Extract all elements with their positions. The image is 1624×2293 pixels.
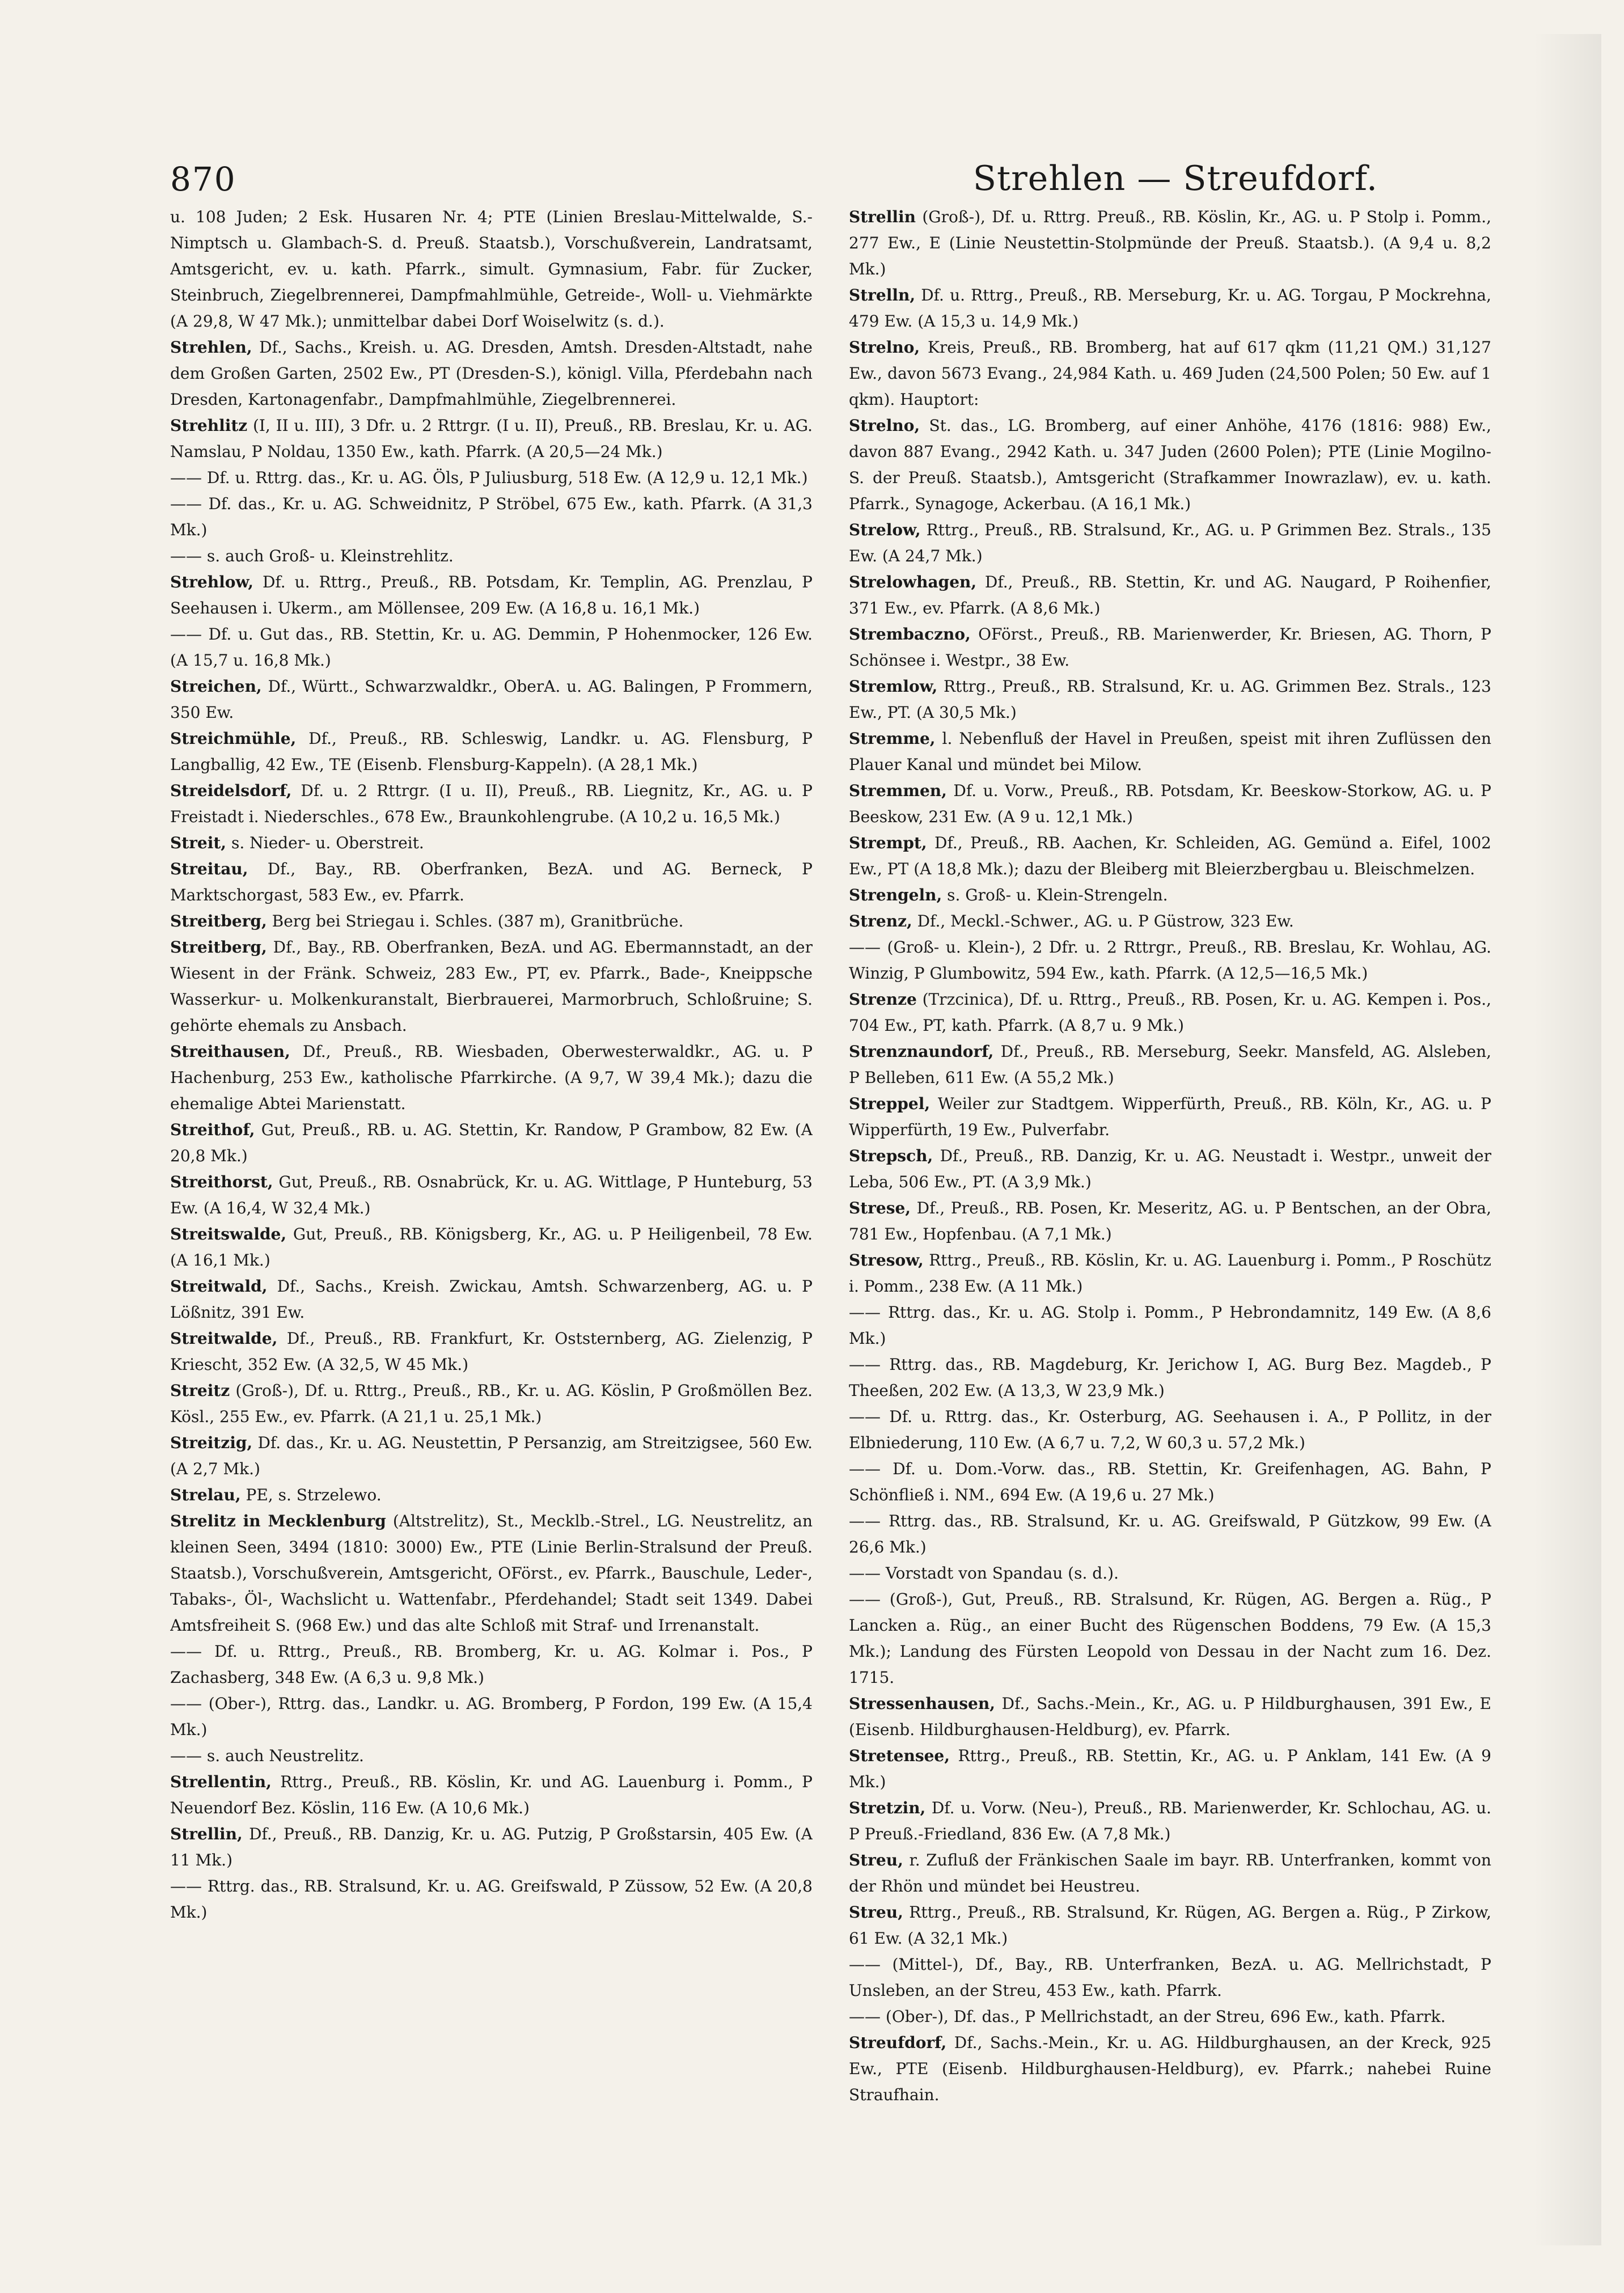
dictionary-entry — [170, 856, 813, 908]
dictionary-entry — [170, 1039, 813, 1117]
entry-headword: Streufdorf, — [849, 2033, 947, 2052]
dictionary-entry — [849, 1195, 1491, 1247]
dictionary-entry — [170, 413, 813, 465]
entry-headword: Streitberg, — [170, 912, 267, 930]
entry-text: Df. das., Kr. u. AG. Neustettin, P Persanzig, am Streitzigsee, 560 Ew. (A 2,7 Mk.) — [170, 1433, 813, 1478]
entry-headword: Strelowhagen, — [849, 573, 977, 591]
dictionary-entry — [170, 335, 813, 413]
dictionary-entry — [849, 413, 1491, 517]
entry-text: (Groß-), Df. u. Rttrg. Preuß., RB. Köslin, Kr., AG. u. P Stolp i. Pomm., 277 Ew., E (Linie Neustettin-Stolpmünde der Preuß. Staatsb.). (A 9,4 u. 8,2 Mk.) — [849, 208, 1491, 278]
dictionary-entry — [849, 2030, 1491, 2108]
entry-headword: Streitau, — [170, 860, 248, 878]
entry-headword: Streitzig, — [170, 1433, 253, 1452]
left-column — [170, 204, 813, 2143]
dictionary-entry — [170, 674, 813, 726]
entry-text: —— Rttrg. das., RB. Stralsund, Kr. u. AG. Greifswald, P Züssow, 52 Ew. (A 20,8 Mk.) — [170, 1877, 813, 1922]
entry-text: Rttrg., Preuß., RB. Stralsund, Kr. u. AG. Grimmen Bez. Strals., 123 Ew., PT. (A 30,5 Mk.) — [849, 677, 1491, 722]
entry-text: Df. u. Rttrg., Preuß., RB. Potsdam, Kr. Templin, AG. Prenzlau, P Seehausen i. Ukerm., am Möllensee, 209 Ew. (A 16,8 u. 16,1 Mk.) — [170, 573, 813, 617]
dictionary-entry — [170, 1639, 813, 1691]
entry-text: Df., Preuß., RB. Aachen, Kr. Schleiden, AG. Gemünd a. Eifel, 1002 Ew., PT (A 18,8 Mk.); dazu der Bleiberg mit Bleierzbergbau u. Bleischmelzen. — [849, 834, 1491, 878]
entry-headword: Strehlen, — [170, 338, 252, 357]
dictionary-entry — [849, 1508, 1491, 1560]
entry-headword: Strellin — [849, 208, 916, 226]
dictionary-entry — [849, 517, 1491, 569]
dictionary-entry — [849, 1143, 1491, 1195]
dictionary-entry — [849, 1691, 1491, 1743]
dictionary-entry — [849, 830, 1491, 882]
entry-text: —— Df. u. Rttrg. das., Kr. u. AG. Öls, P Juliusburg, 518 Ew. (A 12,9 u. 12,1 Mk.) — [170, 468, 808, 487]
entry-text: —— (Groß-), Gut, Preuß., RB. Stralsund, Kr. Rügen, AG. Bergen a. Rüg., P Lancken a. Rüg., an einer Bucht des Rügenschen Boddens, 79 Ew. (A 15,3 Mk.); Landung des Fürsten Leopold von Dessau in der Nacht zum 16. Dez. 1715. — [849, 1590, 1491, 1687]
running-head: Strehlen — Streufdorf. — [972, 159, 1378, 198]
dictionary-entry — [849, 204, 1491, 282]
dictionary-entry — [849, 1456, 1491, 1508]
entry-headword: Streidelsdorf, — [170, 781, 292, 800]
entry-text: Df., Württ., Schwarzwaldkr., OberA. u. AG. Balingen, P Frommern, 350 Ew. — [170, 677, 813, 722]
entry-text: Df., Sachs., Kreish. Zwickau, Amtsh. Schwarzenberg, AG. u. P Lößnitz, 391 Ew. — [170, 1277, 813, 1322]
dictionary-entry — [849, 778, 1491, 830]
entry-headword: Streithorst, — [170, 1173, 273, 1191]
entry-text: —— Vorstadt von Spandau (s. d.). — [849, 1564, 1119, 1583]
entry-text: Df., Preuß., RB. Stettin, Kr. und AG. Naugard, P Roihenfier, 371 Ew., ev. Pfarrk. (A 8,6 Mk.) — [849, 573, 1491, 617]
entry-headword: Strenznaundorf, — [849, 1042, 994, 1061]
entry-headword: Stresow, — [849, 1251, 924, 1270]
entry-headword: Streithausen, — [170, 1042, 290, 1061]
dictionary-entry — [170, 465, 813, 491]
entry-headword: Stretzin, — [849, 1799, 926, 1817]
entry-headword: Strehlitz — [170, 416, 248, 435]
entry-headword: Strenz, — [849, 912, 912, 930]
entry-text: (Trzcinica), Df. u. Rttrg., Preuß., RB. Posen, Kr. u. AG. Kempen i. Pos., 704 Ew., PT, kath. Pfarrk. (A 8,7 u. 9 Mk.) — [849, 990, 1491, 1035]
entry-text: —— Df. u. Gut das., RB. Stettin, Kr. u. AG. Demmin, P Hohenmocker, 126 Ew. (A 15,7 u. 16,8 Mk.) — [170, 625, 813, 670]
entry-text: —— (Ober-), Df. das., P Mellrichstadt, an der Streu, 696 Ew., kath. Pfarrk. — [849, 2007, 1446, 2026]
entry-text: Df. u. Vorw., Preuß., RB. Potsdam, Kr. Beeskow-Storkow, AG. u. P Beeskow, 231 Ew. (A 9 u. 12,1 Mk.) — [849, 781, 1491, 826]
entry-text: Rttrg., Preuß., RB. Köslin, Kr. u. AG. Lauenburg i. Pomm., P Roschütz i. Pomm., 238 Ew. (A 11 Mk.) — [849, 1251, 1491, 1296]
dictionary-entry — [849, 987, 1491, 1039]
dictionary-entry — [849, 335, 1491, 413]
entry-headword: Strehlow, — [170, 573, 253, 591]
dictionary-entry — [170, 726, 813, 778]
dictionary-entry — [849, 2004, 1491, 2030]
dictionary-entry — [849, 1847, 1491, 1899]
page-header — [170, 136, 1491, 198]
entry-headword: Streithof, — [170, 1120, 255, 1139]
dictionary-entry — [849, 1300, 1491, 1352]
entry-headword: Strepsch, — [849, 1146, 933, 1165]
entry-text: Df. u. Vorw. (Neu-), Preuß., RB. Marienwerder, Kr. Schlochau, AG. u. P Preuß.-Friedland, 836 Ew. (A 7,8 Mk.) — [849, 1799, 1491, 1843]
dictionary-entry — [849, 1743, 1491, 1795]
entry-headword: Stremme, — [849, 729, 936, 748]
entry-text: Df., Preuß., RB. Wiesbaden, Oberwesterwaldkr., AG. u. P Hachenburg, 253 Ew., katholische Pfarrkirche. (A 9,7, W 39,4 Mk.); dazu die ehemalige Abtei Marienstatt. — [170, 1042, 813, 1113]
entry-headword: Stressenhausen, — [849, 1694, 995, 1713]
dictionary-entry — [170, 908, 813, 934]
entry-headword: Streitberg, — [170, 938, 267, 957]
dictionary-entry — [849, 1247, 1491, 1300]
entry-text: —— Df. das., Kr. u. AG. Schweidnitz, P Ströbel, 675 Ew., kath. Pfarrk. (A 31,3 Mk.) — [170, 494, 813, 539]
entry-text: St. das., LG. Bromberg, auf einer Anhöhe, 4176 (1816: 988) Ew., davon 887 Evang., 2942 Kath. u. 347 Juden (2600 Polen); PTE (Linie Mogilno-S. der Preuß. Staatsb.), Amtsgericht (Strafkammer Inowrazlaw), ev. u. kath. Pfarrk., Synagoge, Ackerbau. (A 16,1 Mk.) — [849, 416, 1491, 513]
entry-text: —— (Ober-), Rttrg. das., Landkr. u. AG. Bromberg, P Fordon, 199 Ew. (A 15,4 Mk.) — [170, 1694, 813, 1739]
text-columns — [170, 204, 1491, 2143]
entry-headword: Streppel, — [849, 1094, 931, 1113]
page-fold-shadow — [1533, 34, 1601, 2245]
entry-text: Gut, Preuß., RB. u. AG. Stettin, Kr. Randow, P Grambow, 82 Ew. (A 20,8 Mk.) — [170, 1120, 813, 1165]
entry-text: Weiler zur Stadtgem. Wipperfürth, Preuß., RB. Köln, Kr., AG. u. P Wipperfürth, 19 Ew., Pulverfabr. — [849, 1094, 1491, 1139]
entry-headword: Strengeln, — [849, 886, 942, 904]
entry-text: Rttrg., Preuß., RB. Stralsund, Kr., AG. u. P Grimmen Bez. Strals., 135 Ew. (A 24,7 Mk.) — [849, 521, 1491, 565]
dictionary-entry — [849, 674, 1491, 726]
entry-text: —— (Groß- u. Klein-), 2 Dfr. u. 2 Rttrgr., Preuß., RB. Breslau, Kr. Wohlau, AG. Winzig, P Glumbowitz, 594 Ew., kath. Pfarrk. (A 12,5—16,5 Mk.) — [849, 938, 1491, 983]
entry-text: —— s. auch Neustrelitz. — [170, 1746, 364, 1765]
dictionary-entry — [849, 1952, 1491, 2004]
entry-text: Df., Sachs., Kreish. u. AG. Dresden, Amtsh. Dresden-Altstadt, nahe dem Großen Garten, 2502 Ew., PT (Dresden-S.), königl. Villa, Pferdebahn nach Dresden, Kartonagenfabr., Dampfmahlmühle, Ziegelbrennerei. — [170, 338, 813, 409]
dictionary-entry — [849, 882, 1491, 908]
entry-text: Rttrg., Preuß., RB. Stralsund, Kr. Rügen, AG. Bergen a. Rüg., P Zirkow, 61 Ew. (A 32,1 Mk.) — [849, 1903, 1491, 1948]
entry-text: —— Rttrg. das., RB. Stralsund, Kr. u. AG. Greifswald, P Gützkow, 99 Ew. (A 26,6 Mk.) — [849, 1512, 1491, 1556]
dictionary-entry — [849, 1039, 1491, 1091]
entry-text: Df. u. 2 Rttrgr. (I u. II), Preuß., RB. Liegnitz, Kr., AG. u. P Freistadt i. Niederschles., 678 Ew., Braunkohlengrube. (A 10,2 u. 16,5 Mk.) — [170, 781, 813, 826]
entry-text: Rttrg., Preuß., RB. Köslin, Kr. und AG. Lauenburg i. Pomm., P Neuendorf Bez. Köslin, 116 Ew. (A 10,6 Mk.) — [170, 1772, 813, 1817]
entry-headword: Streitswalde, — [170, 1225, 287, 1243]
entry-text: l. Nebenfluß der Havel in Preußen, speist mit ihren Zuflüssen den Plauer Kanal und mündet bei Milow. — [849, 729, 1491, 774]
document-page — [170, 136, 1491, 2189]
entry-headword: Strese, — [849, 1199, 911, 1217]
entry-text: Df., Sachs.-Mein., Kr. u. AG. Hildburghausen, an der Kreck, 925 Ew., PTE (Eisenb. Hildburghausen-Heldburg), ev. Pfarrk.; nahebei Ruine Straufhain. — [849, 2033, 1491, 2104]
dictionary-entry — [849, 1899, 1491, 1952]
entry-headword: Stremlow, — [849, 677, 938, 696]
dictionary-entry — [170, 1221, 813, 1274]
dictionary-entry — [170, 491, 813, 543]
entry-headword: Streichen, — [170, 677, 262, 696]
entry-text: —— Df. u. Rttrg. das., Kr. Osterburg, AG. Seehausen i. A., P Pollitz, in der Elbniederung, 110 Ew. (A 6,7 u. 7,2, W 60,3 u. 57,2 Mk.) — [849, 1407, 1491, 1452]
dictionary-entry — [170, 1326, 813, 1378]
dictionary-entry — [170, 1430, 813, 1482]
entry-text: Df. u. Rttrg., Preuß., RB. Merseburg, Kr. u. AG. Torgau, P Mockrehna, 479 Ew. (A 15,3 u. 14,9 Mk.) — [849, 286, 1491, 331]
dictionary-entry — [849, 282, 1491, 335]
entry-headword: Streichmühle, — [170, 729, 297, 748]
entry-text: PE, s. Strzelewo. — [246, 1486, 382, 1504]
entry-text: r. Zufluß der Fränkischen Saale im bayr. RB. Unterfranken, kommt von der Rhön und mündet bei Heustreu. — [849, 1851, 1491, 1896]
entry-text: u. 108 Juden; 2 Esk. Husaren Nr. 4; PTE (Linien Breslau-Mittelwalde, S.-Nimptsch u. Glambach-S. d. Preuß. Staatsb.), Vorschußverein, Landratsamt, Amtsgericht, ev. u. kath. Pfarrk., simult. Gymnasium, Fabr. für Zucker, Steinbruch, Ziegelbrennerei, Dampfmahlmühle, Getreide-, Woll- u. Viehmärkte (A 29,8, W 47 Mk.); unmittelbar dabei Dorf Woiselwitz (s. d.). — [170, 208, 813, 331]
entry-headword: Strelau, — [170, 1486, 241, 1504]
entry-text: Df., Preuß., RB. Schleswig, Landkr. u. AG. Flensburg, P Langballig, 42 Ew., TE (Eisenb. Flensburg-Kappeln). (A 28,1 Mk.) — [170, 729, 813, 774]
page-number: 870 — [170, 160, 236, 198]
entry-text: (Groß-), Df. u. Rttrg., Preuß., RB., Kr. u. AG. Köslin, P Großmöllen Bez. Kösl., 255 Ew., ev. Pfarrk. (A 21,1 u. 25,1 Mk.) — [170, 1381, 813, 1426]
entry-text: s. Groß- u. Klein-Strengeln. — [947, 886, 1168, 904]
entry-text: Kreis, Preuß., RB. Bromberg, hat auf 617 qkm (11,21 QM.) 31,127 Ew., davon 5673 Evang., 24,984 Kath. u. 469 Juden (24,500 Polen; 50 Ew. auf 1 qkm). Hauptort: — [849, 338, 1491, 409]
entry-text: Gut, Preuß., RB. Königsberg, Kr., AG. u. P Heiligenbeil, 78 Ew. (A 16,1 Mk.) — [170, 1225, 813, 1270]
dictionary-entry — [849, 621, 1491, 674]
entry-text: —— Rttrg. das., RB. Magdeburg, Kr. Jerichow I, AG. Burg Bez. Magdeb., P Theeßen, 202 Ew. (A 13,3, W 23,9 Mk.) — [849, 1355, 1491, 1400]
dictionary-entry — [170, 621, 813, 674]
entry-text: OFörst., Preuß., RB. Marienwerder, Kr. Briesen, AG. Thorn, P Schönsee i. Westpr., 38 Ew. — [849, 625, 1491, 670]
dictionary-entry — [170, 543, 813, 569]
right-column — [849, 204, 1491, 2143]
entry-text: Df., Meckl.-Schwer., AG. u. P Güstrow, 323 Ew. — [917, 912, 1294, 930]
entry-text: —— s. auch Groß- u. Kleinstrehlitz. — [170, 547, 454, 565]
entry-headword: Strelln, — [849, 286, 916, 304]
entry-text: (I, II u. III), 3 Dfr. u. 2 Rttrgr. (I u. II), Preuß., RB. Breslau, Kr. u. AG. Namslau, P Noldau, 1350 Ew., kath. Pfarrk. (A 20,5—24 Mk.) — [170, 416, 813, 461]
dictionary-entry — [849, 726, 1491, 778]
entry-text: —— (Mittel-), Df., Bay., RB. Unterfranken, BezA. u. AG. Mellrichstadt, P Unsleben, an der Streu, 453 Ew., kath. Pfarrk. — [849, 1955, 1491, 2000]
dictionary-entry — [170, 1821, 813, 1873]
entry-headword: Strempt, — [849, 834, 927, 852]
dictionary-entry — [849, 569, 1491, 621]
dictionary-entry — [170, 1873, 813, 1926]
dictionary-entry — [170, 1769, 813, 1821]
dictionary-entry — [170, 1117, 813, 1169]
entry-text: —— Df. u. Dom.-Vorw. das., RB. Stettin, Kr. Greifenhagen, AG. Bahn, P Schönfließ i. NM., 694 Ew. (A 19,6 u. 27 Mk.) — [849, 1459, 1491, 1504]
entry-text: Rttrg., Preuß., RB. Stettin, Kr., AG. u. P Anklam, 141 Ew. (A 9 Mk.) — [849, 1746, 1491, 1791]
entry-headword: Strembaczno, — [849, 625, 971, 644]
dictionary-entry — [849, 1560, 1491, 1587]
dictionary-entry — [170, 778, 813, 830]
entry-text: Gut, Preuß., RB. Osnabrück, Kr. u. AG. Wittlage, P Hunteburg, 53 Ew. (A 16,4, W 32,4 Mk.) — [170, 1173, 813, 1217]
entry-text: s. Nieder- u. Oberstreit. — [231, 834, 424, 852]
dictionary-entry — [170, 1691, 813, 1743]
entry-headword: Streitz — [170, 1381, 230, 1400]
entry-headword: Strelow, — [849, 521, 921, 539]
dictionary-entry — [170, 204, 813, 335]
entry-headword: Strelno, — [849, 416, 920, 435]
entry-text: Df., Sachs.-Mein., Kr., AG. u. P Hildburghausen, 391 Ew., E (Eisenb. Hildburghausen-Heldburg), ev. Pfarrk. — [849, 1694, 1491, 1739]
entry-text: (Altstrelitz), St., Mecklb.-Strel., LG. Neustrelitz, an kleinen Seen, 3494 (1810: 3000) Ew., PTE (Linie Berlin-Stralsund der Preuß. Staatsb.), Vorschußverein, Amtsgericht, OFörst., ev. Pfarrk., Bauschule, Leder-, Tabaks-, Öl-, Wachslicht u. Wattenfabr., Pferdehandel; Stadt seit 1349. Dabei Amtsfreiheit S. (968 Ew.) und das alte Schloß mit Straf- und Irrenanstalt. — [170, 1512, 813, 1635]
dictionary-entry — [170, 569, 813, 621]
entry-text: —— Df. u. Rttrg., Preuß., RB. Bromberg, Kr. u. AG. Kolmar i. Pos., P Zachasberg, 348 Ew. (A 6,3 u. 9,8 Mk.) — [170, 1642, 813, 1687]
dictionary-entry — [849, 934, 1491, 987]
entry-text: Df., Preuß., RB. Merseburg, Seekr. Mansfeld, AG. Alsleben, P Belleben, 611 Ew. (A 55,2 Mk.) — [849, 1042, 1491, 1087]
entry-headword: Stretensee, — [849, 1746, 950, 1765]
dictionary-entry — [849, 1091, 1491, 1143]
dictionary-entry — [170, 1743, 813, 1769]
dictionary-entry — [170, 934, 813, 1039]
entry-text: Df., Preuß., RB. Frankfurt, Kr. Oststernberg, AG. Zielenzig, P Kriescht, 352 Ew. (A 32,5, W 45 Mk.) — [170, 1329, 813, 1374]
entry-headword: Streu, — [849, 1903, 903, 1922]
entry-text: Df., Preuß., RB. Posen, Kr. Meseritz, AG. u. P Bentschen, an der Obra, 781 Ew., Hopfenbau. (A 7,1 Mk.) — [849, 1199, 1491, 1243]
entry-text: Df., Preuß., RB. Danzig, Kr. u. AG. Neustadt i. Westpr., unweit der Leba, 506 Ew., PT. (A 3,9 Mk.) — [849, 1146, 1491, 1191]
entry-headword: Strellin, — [170, 1825, 243, 1843]
entry-text: Berg bei Striegau i. Schles. (387 m), Granitbrüche. — [272, 912, 684, 930]
entry-headword: Streitwald, — [170, 1277, 268, 1296]
dictionary-entry — [849, 1587, 1491, 1691]
dictionary-entry — [170, 1508, 813, 1639]
dictionary-entry — [849, 908, 1491, 934]
entry-headword: Strelitz in Mecklenburg — [170, 1512, 386, 1530]
dictionary-entry — [849, 1795, 1491, 1847]
dictionary-entry — [170, 1169, 813, 1221]
entry-text: —— Rttrg. das., Kr. u. AG. Stolp i. Pomm., P Hebrondamnitz, 149 Ew. (A 8,6 Mk.) — [849, 1303, 1491, 1348]
entry-headword: Strenze — [849, 990, 917, 1009]
entry-text: Df., Bay., RB. Oberfranken, BezA. und AG. Berneck, P Marktschorgast, 583 Ew., ev. Pfarrk. — [170, 860, 813, 904]
entry-text: Df., Preuß., RB. Danzig, Kr. u. AG. Putzig, P Großstarsin, 405 Ew. (A 11 Mk.) — [170, 1825, 813, 1869]
entry-headword: Strellentin, — [170, 1772, 272, 1791]
dictionary-entry — [849, 1404, 1491, 1456]
entry-headword: Stremmen, — [849, 781, 947, 800]
dictionary-entry — [170, 1274, 813, 1326]
dictionary-entry — [170, 1482, 813, 1508]
entry-headword: Strelno, — [849, 338, 920, 357]
entry-text: Df., Bay., RB. Oberfranken, BezA. und AG. Ebermannstadt, an der Wiesent in der Fränk. Schweiz, 283 Ew., PT, ev. Pfarrk., Bade-, Kneippsche Wasserkur- u. Molkenkuranstalt, Bierbrauerei, Marmorbruch, Schloßruine; S. gehörte ehemals zu Ansbach. — [170, 938, 813, 1035]
dictionary-entry — [170, 830, 813, 856]
dictionary-entry — [170, 1378, 813, 1430]
entry-headword: Streitwalde, — [170, 1329, 278, 1348]
entry-headword: Streit, — [170, 834, 227, 852]
entry-headword: Streu, — [849, 1851, 903, 1869]
dictionary-entry — [849, 1352, 1491, 1404]
